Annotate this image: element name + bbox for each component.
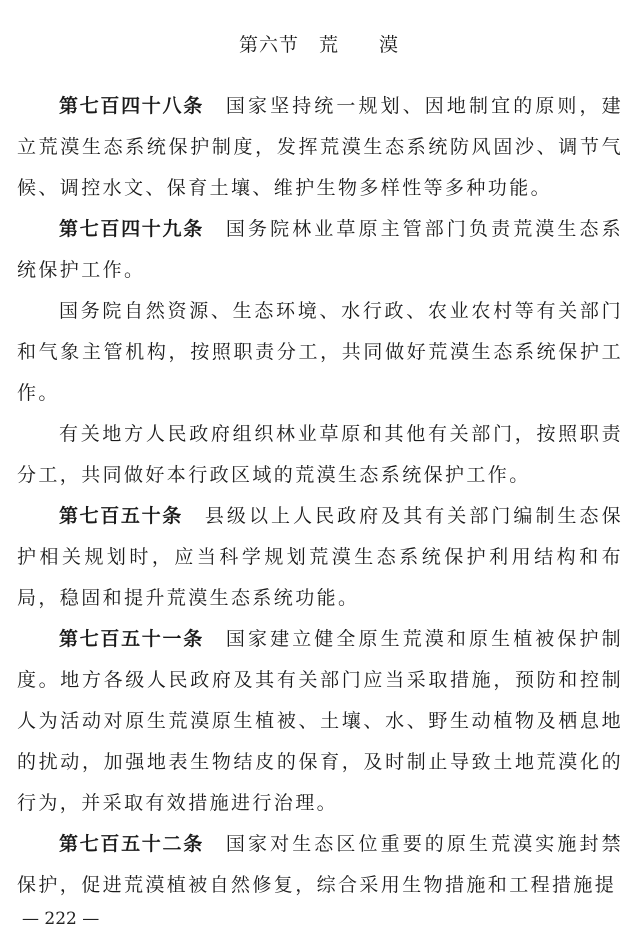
article-number: 第七百四十八条	[59, 95, 204, 117]
body-text	[17, 86, 623, 906]
article-number: 第七百五十二条	[59, 833, 204, 855]
article-752	[17, 824, 623, 906]
article-text: 国家建立健全原生荒漠和原生植被保护制度。地方各级人民政府及其有关部门应当采取措施，预防和控制人为活动对原生荒漠原生植被、土壤、水、野生动植物及栖息地的扰动，加强地表生物结皮的保育，及时制止导致土地荒漠化的行为，并采取有效措施进行治理。	[17, 628, 623, 814]
article-751	[17, 619, 623, 824]
article-number: 第七百四十九条	[59, 218, 204, 240]
article-749-paragraph-3: 有关地方人民政府组织林业草原和其他有关部门，按照职责分工，共同做好本行政区域的荒漠生态系统保护工作。	[17, 423, 623, 486]
article-748	[17, 86, 623, 209]
article-number: 第七百五十一条	[59, 628, 204, 650]
article-749-paragraph-2: 国务院自然资源、生态环境、水行政、农业农村等有关部门和气象主管机构，按照职责分工，共同做好荒漠生态系统保护工作。	[17, 300, 623, 404]
article-number: 第七百五十条	[59, 505, 183, 527]
section-title: 第六节 荒 漠	[238, 34, 399, 56]
article-text: 县级以上人民政府及其有关部门编制生态保护相关规划时，应当科学规划荒漠生态系统保护利用结构和布局，稳固和提升荒漠生态系统功能。	[17, 505, 623, 609]
article-749	[17, 209, 623, 291]
article-750	[17, 496, 623, 619]
page-number: — 222 —	[22, 909, 100, 929]
article-text: 国家坚持统一规划、因地制宜的原则，建立荒漠生态系统保护制度，发挥荒漠生态系统防风固沙、调节气候、调控水文、保育土壤、维护生物多样性等多种功能。	[17, 95, 623, 199]
article-text: 国务院林业草原主管部门负责荒漠生态系统保护工作。	[17, 218, 623, 281]
article-text: 国家对生态区位重要的原生荒漠实施封禁保护，促进荒漠植被自然修复，综合采用生物措施和工程措施提	[17, 833, 623, 896]
